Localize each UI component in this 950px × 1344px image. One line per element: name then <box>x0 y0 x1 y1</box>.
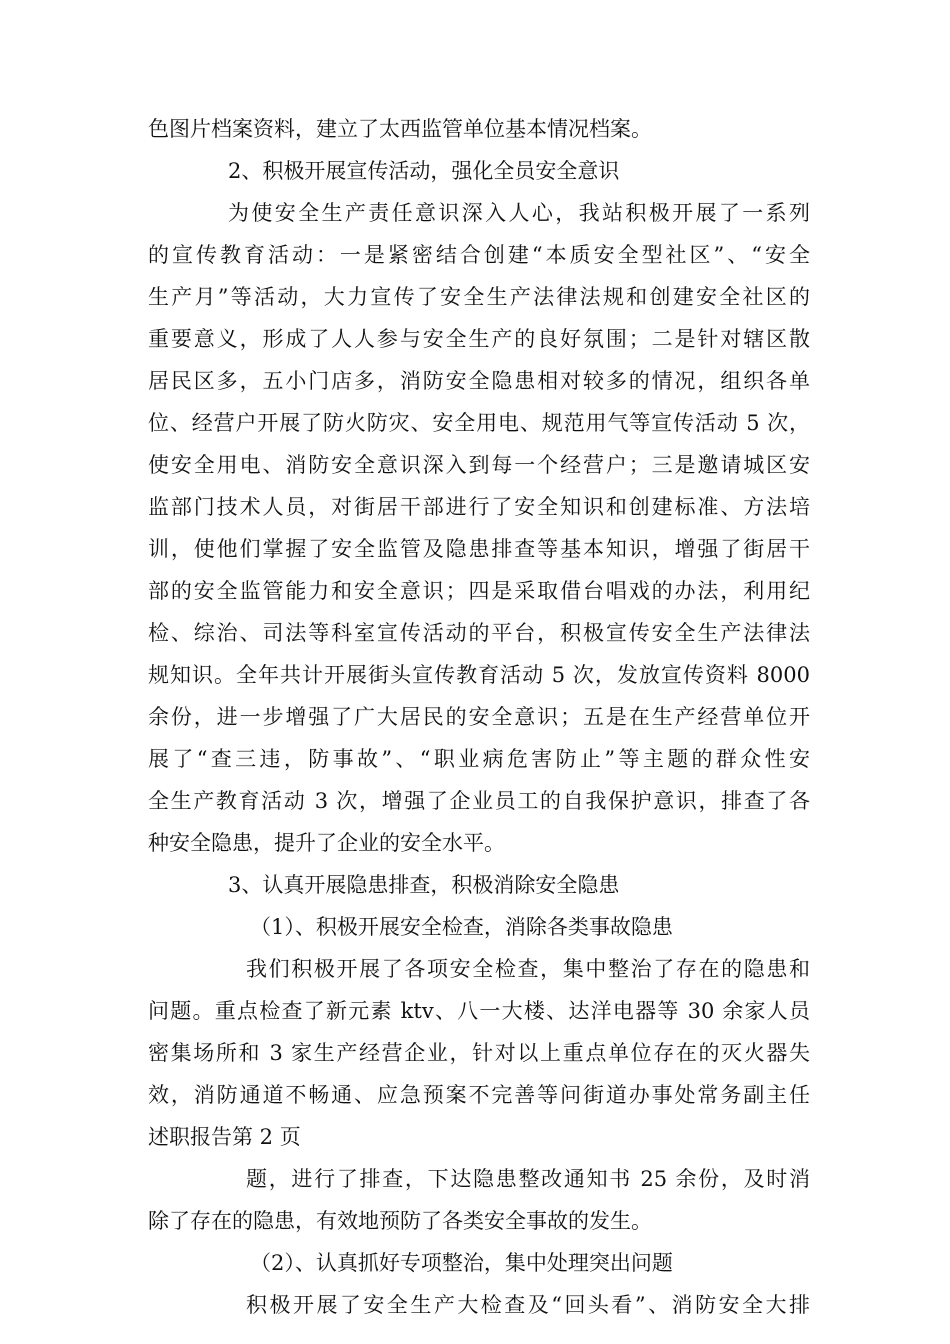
text-line: 除了存在的隐患，有效地预防了各类安全事故的发生。 <box>148 1209 652 1233</box>
text-line: 生产月”等活动，大力宣传了安全生产法律法规和创建安全社区的 <box>148 285 810 309</box>
text-line: 积极开展了安全生产大检查及“回头看”、消防安全大排 <box>246 1293 810 1317</box>
subsection-heading: （1）、积极开展安全检查，消除各类事故隐患 <box>250 915 673 939</box>
text-line: 展了“查三违，防事故”、“职业病危害防止”等主题的群众性安 <box>148 747 810 771</box>
text-line: 效，消防通道不畅通、应急预案不完善等问街道办事处常务副主任 <box>148 1083 810 1107</box>
subsection-heading: （2）、认真抓好专项整治，集中处理突出问题 <box>250 1251 673 1275</box>
text-line: 监部门技术人员，对街居干部进行了安全知识和创建标准、方法培 <box>148 495 810 519</box>
text-line: 密集场所和 3 家生产经营企业，针对以上重点单位存在的灭火器失 <box>148 1041 810 1065</box>
text-line: 述职报告第 2 页 <box>148 1125 301 1149</box>
text-line: 问题。重点检查了新元素 ktv、八一大楼、达洋电器等 30 余家人员 <box>148 999 810 1023</box>
text-line: 色图片档案资料，建立了太西监管单位基本情况档案。 <box>148 117 652 141</box>
text-line: 种安全隐患，提升了企业的安全水平。 <box>148 831 505 855</box>
text-line: 使安全用电、消防安全意识深入到每一个经营户；三是邀请城区安 <box>148 453 810 477</box>
section-heading: 2、积极开展宣传活动，强化全员安全意识 <box>228 159 620 183</box>
text-line: 规知识。全年共计开展街头宣传教育活动 5 次，发放宣传资料 8000 <box>148 663 810 687</box>
text-line: 检、综治、司法等科室宣传活动的平台，积极宣传安全生产法律法 <box>148 621 810 645</box>
text-line: 为使安全生产责任意识深入人心，我站积极开展了一系列 <box>228 201 810 225</box>
section-heading: 3、认真开展隐患排查，积极消除安全隐患 <box>228 873 620 897</box>
text-line: 我们积极开展了各项安全检查，集中整治了存在的隐患和 <box>246 957 810 981</box>
text-line: 部的安全监管能力和安全意识；四是采取借台唱戏的办法，利用纪 <box>148 579 810 603</box>
text-line: 全生产教育活动 3 次，增强了企业员工的自我保护意识，排查了各 <box>148 789 810 813</box>
text-line: 重要意义，形成了人人参与安全生产的良好氛围；二是针对辖区散 <box>148 327 810 351</box>
text-line: 位、经营户开展了防火防灾、安全用电、规范用气等宣传活动 5 次， <box>148 411 810 435</box>
text-line: 余份，进一步增强了广大居民的安全意识；五是在生产经营单位开 <box>148 705 810 729</box>
text-line: 训，使他们掌握了安全监管及隐患排查等基本知识，增强了街居干 <box>148 537 810 561</box>
text-line: 居民区多，五小门店多，消防安全隐患相对较多的情况，组织各单 <box>148 369 810 393</box>
text-line: 的宣传教育活动：一是紧密结合创建“本质安全型社区”、“安全 <box>148 243 810 267</box>
text-line: 题，进行了排查，下达隐患整改通知书 25 余份，及时消 <box>246 1167 810 1191</box>
